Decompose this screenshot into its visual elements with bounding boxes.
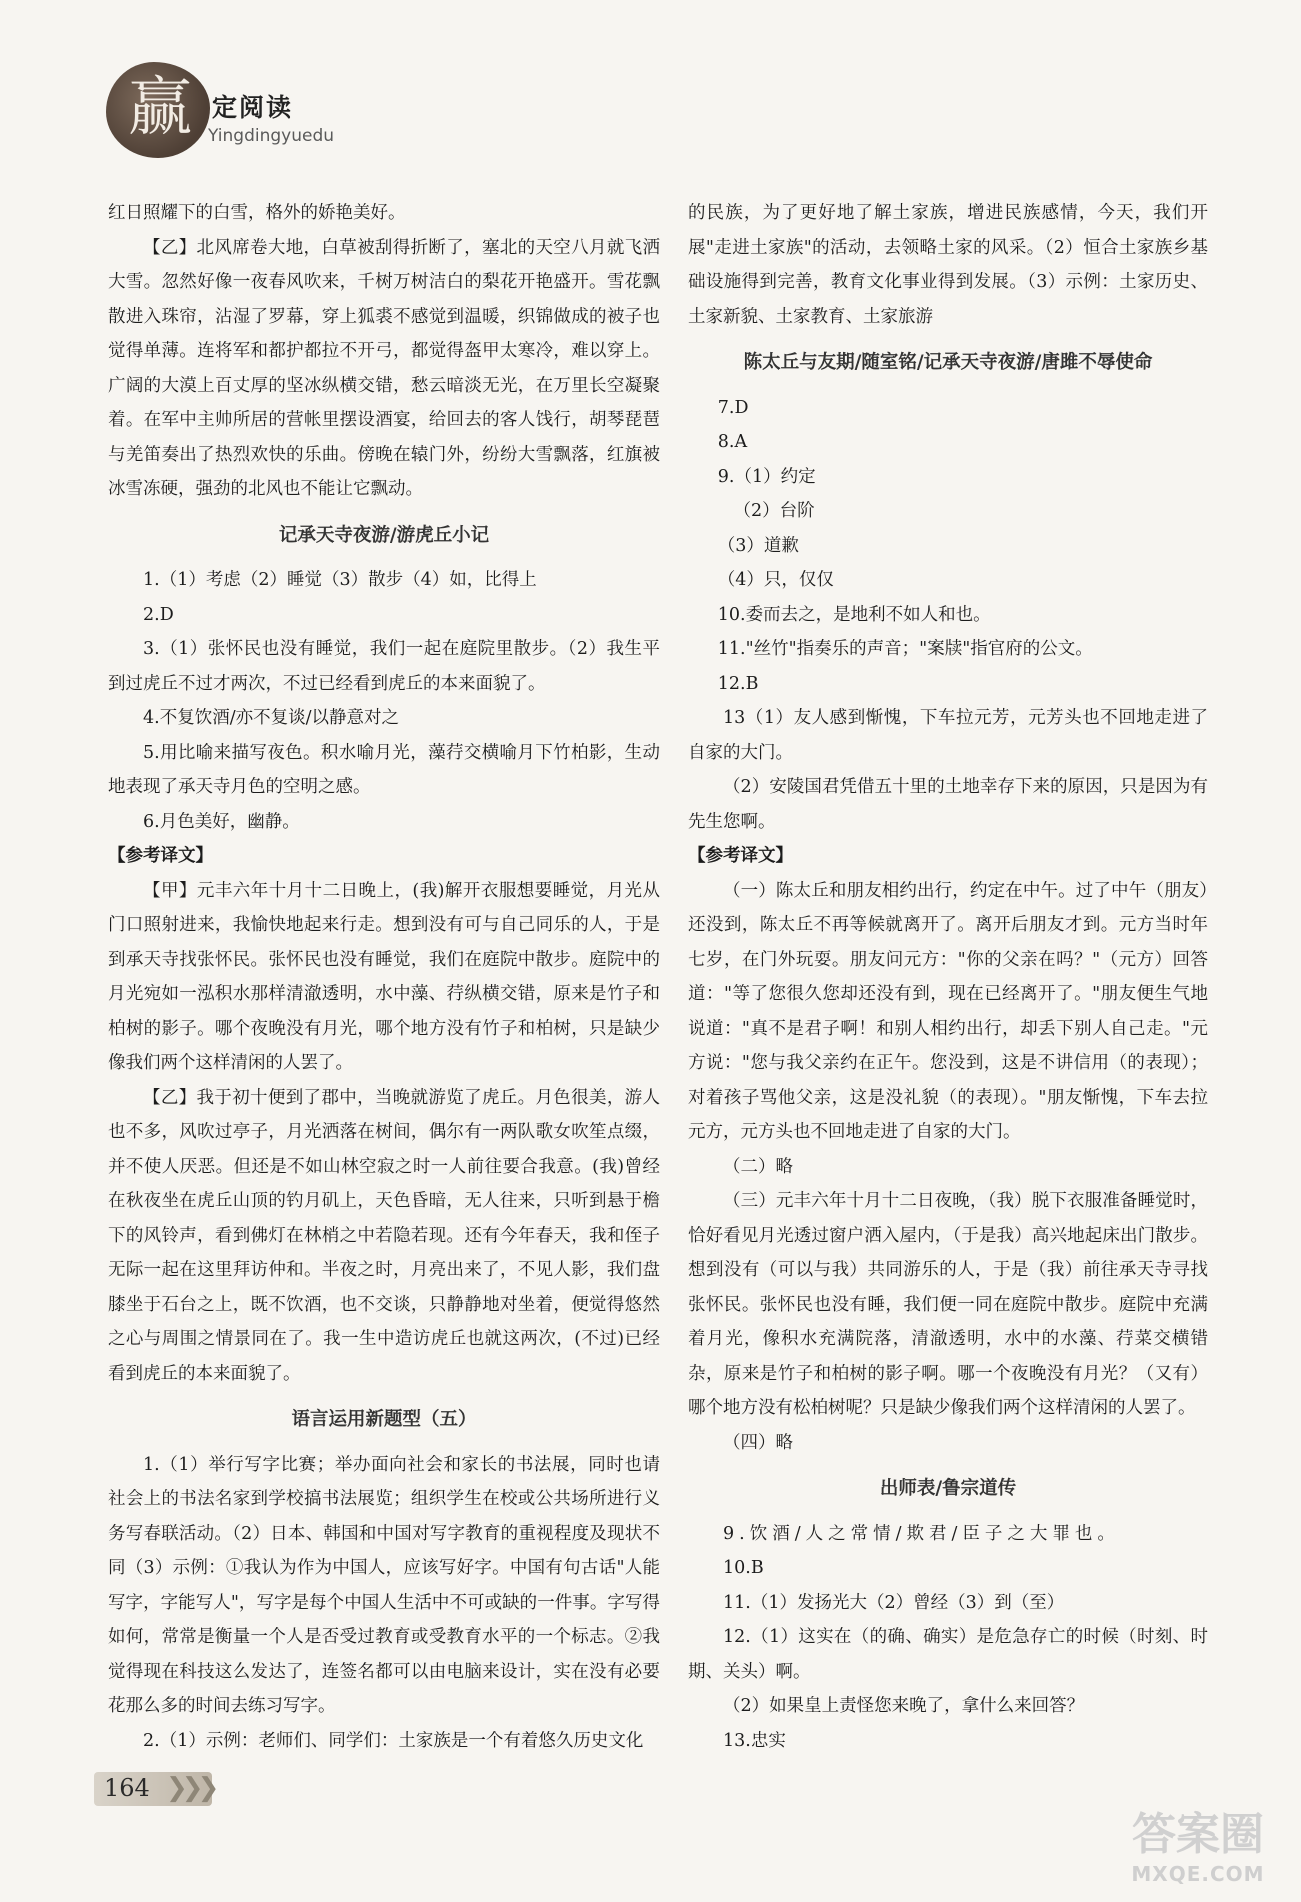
translation-paragraph: 【甲】元丰六年十月十二日晚上，(我)解开衣服想要睡觉，月光从门口照射进来，我愉快地起来行走。想到没有可与自己同乐的人，于是到承天寺找张怀民。张怀民也没有睡觉，我们在庭院中散步。庭院中的月光宛如一泓积水那样清澈透明，水中藻、荇纵横交错，原来是竹子和柏树的影子。哪个夜晚没有月光，哪个地方没有竹子和柏树，只是缺少像我们两个这样清闲的人罢了。 — [108, 880, 660, 1073]
answer-item: 13（1）友人感到惭愧，下车拉元芳，元芳头也不回地走进了自家的大门。 — [688, 708, 1208, 763]
answer-item: 10.B — [723, 1558, 764, 1578]
answer-item: 4.不复饮酒/亦不复谈/以静意对之 — [143, 708, 399, 728]
page-header — [96, 58, 476, 168]
answer-item: 2.（1）示例：老师们、同学们：土家族是一个有着悠久历史文化 — [143, 1730, 644, 1751]
chevron-right-icon: ❯❯❯ — [166, 1773, 214, 1803]
answer-item: 1.（1）举行写字比赛；举办面向社会和家长的书法展，同时也请社会上的书法名家到学校搞书法展览；组织学生在校或公共场所进行义务写春联活动。（2）日本、韩国和中国对写字教育的重视程度及现状不同（3）示例：①我认为作为中国人，应该写好字。中国有句古话"人能写字，字能写人"，写字是每个中国人生活中不可或缺的一件事。字写得如何，常常是衡量一个人是否受过教育或受教育水平的一个标志。②我觉得现在科技这么发达了，连签名都可以由电脑来设计，实在没有必要花那么多的时间去练习写字。 — [108, 1454, 660, 1716]
answer-item: 2.D — [143, 604, 174, 625]
answer-item: 1.（1）考虑（2）睡觉（3）散步（4）如，比得上 — [143, 570, 537, 590]
page-number-tab — [94, 1772, 212, 1806]
answer-item: 12.B — [717, 673, 759, 694]
paragraph: 【乙】北风席卷大地，白草被刮得折断了，塞北的天空八月就飞洒大雪。忽然好像一夜春风吹来，千树万树洁白的梨花开艳盛开。雪花飘散进入珠帘，沾湿了罗幕，穿上狐裘不感觉到温暖，织锦做成的被子也觉得单薄。连将军和都护都拉不开弓，都觉得盔甲太寒冷，难以穿上。广阔的大漠上百丈厚的坚冰纵横交错，愁云暗淡无光，在万里长空凝聚着。在军中主帅所居的营帐里摆设酒宴，给回去的客人饯行，胡琴琵琶与羌笛奏出了热烈欢快的乐曲。傍晚在辕门外，纷纷大雪飘落，红旗被冰雪冻硬，强劲的北风也不能让它飘动。 — [108, 237, 660, 499]
watermark-logo-text: 答案圈 — [1132, 1809, 1264, 1860]
translation-paragraph: （四）略 — [723, 1432, 793, 1453]
answer-subitem: （3）道歉 — [717, 535, 799, 556]
watermark — [1118, 1808, 1278, 1892]
watermark-url: MXQE.COM — [1131, 1862, 1265, 1886]
reference-translation-label: 【参考译文】 — [688, 846, 793, 866]
answer-item: 11.（1）发扬光大（2）曾经（3）到（至） — [723, 1592, 1065, 1613]
answer-subitem: （2）台阶 — [733, 501, 815, 521]
paragraph: 的民族，为了更好地了解土家族，增进民族感情，今天，我们开展"走进土家族"的活动，去领略土家的风采。（2）恒合土家族乡基础设施得到完善，教育文化事业得到发展。（3）示例：土家历史、土家新貌、土家教育、土家旅游 — [688, 203, 1208, 327]
section-heading: 语言运用新题型（五） — [291, 1409, 477, 1430]
translation-paragraph: （一）陈太丘和朋友相约出行，约定在中午。过了中午（朋友）还没到，陈太丘不再等候就离开了。离开后朋友才到。元方当时年七岁，在门外玩耍。朋友问元方："你的父亲在吗？"（元方）回答道："等了您很久您却还没有到，现在已经离开了。"朋友便生气地说道："真不是君子啊！和别人相约出行，却丢下别人自己走。"元方说："您与我父亲约在正午。您没到，这是不讲信用（的表现）；对着孩子骂他父亲，这是没礼貌（的表现）。"朋友惭愧，下车去拉元方，元方头也不回地走进了自家的大门。 — [688, 880, 1208, 1142]
brand-title: 定阅读 — [212, 93, 294, 122]
answer-subitem: （2）安陵国君凭借五十里的土地幸存下来的原因，只是因为有先生您啊。 — [688, 777, 1208, 832]
right-column — [688, 196, 1208, 1758]
answer-item: 10.委而去之，是地利不如人和也。 — [717, 604, 991, 625]
translation-paragraph: 【乙】我于初十便到了郡中，当晚就游览了虎丘。月色很美，游人也不多，风吹过亭子，月光洒落在树间，偶尔有一两队歌女吹笙点缀，并不使人厌恶。但还是不如山林空寂之时一人前往要合我意。(我)曾经在秋夜坐在虎丘山顶的钓月矶上，天色昏暗，无人往来，只听到悬于檐下的风铃声，看到佛灯在林梢之中若隐若现。还有今年春天，我和侄子无际一起在这里拜访仲和。半夜之时，月亮出来了，不见人影，我们盘膝坐于石台之上，既不饮酒，也不交谈，只静静地对坐着，便觉得悠然之心与周围之情景同在了。我一生中造访虎丘也就这两次，(不过)已经看到虎丘的本来面貌了。 — [108, 1087, 660, 1384]
answer-item: 7.D — [717, 397, 749, 418]
answer-item: 5.用比喻来描写夜色。积水喻月光，藻荇交横喻月下竹柏影，生动地表现了承天寺月色的空明之感。 — [108, 742, 660, 797]
brand-pinyin: Yingdingyuedu — [208, 126, 335, 146]
page-number: 164 — [104, 1774, 150, 1802]
answer-item: 12.（1）这实在（的确、确实）是危急存亡的时候（时刻、时期、关头）啊。 — [688, 1627, 1208, 1682]
translation-paragraph: （二）略 — [723, 1156, 793, 1177]
answer-subitem: （2）如果皇上责怪您来晚了，拿什么来回答？ — [723, 1696, 1085, 1716]
section-heading: 出师表/鲁宗道传 — [879, 1478, 1017, 1499]
left-column — [108, 196, 660, 1758]
answer-subitem: （4）只，仅仅 — [717, 570, 834, 590]
answer-item: 11."丝竹"指奏乐的声音；"案牍"指官府的公文。 — [717, 639, 1093, 659]
section-heading: 陈太丘与友期/随室铭/记承天寺夜游/唐雎不辱使命 — [743, 352, 1153, 373]
answer-item: 9.（1）约定 — [717, 466, 816, 487]
brand-logo-character: 赢 — [128, 71, 192, 145]
section-heading: 记承天寺夜游/游虎丘小记 — [278, 524, 490, 546]
answer-item: 13.忠实 — [723, 1730, 786, 1751]
translation-paragraph: （三）元丰六年十月十二日夜晚，（我）脱下衣服准备睡觉时，恰好看见月光透过窗户洒入屋内，（于是我）高兴地起床出门散步。想到没有（可以与我）共同游乐的人，于是（我）前往承天寺寻找张怀民。张怀民也没有睡，我们便一同在庭院中散步。庭院中充满着月光，像积水充满院落，清澈透明，水中的水藻、荇菜交横错杂，原来是竹子和柏树的影子啊。哪一个夜晚没有月光？（又有）哪个地方没有松柏树呢？只是缺少像我们两个这样清闲的人罢了。 — [688, 1191, 1208, 1418]
answer-item: 3.（1）张怀民也没有睡觉，我们一起在庭院里散步。（2）我生平到过虎丘不过才两次，不过已经看到虎丘的本来面貌了。 — [108, 639, 660, 694]
reference-translation-label: 【参考译文】 — [108, 846, 213, 866]
answer-item: 9.饮酒/人之常情/欺君/臣子之大罪也。 — [723, 1523, 1120, 1544]
answer-item: 8.A — [717, 432, 748, 452]
paragraph: 红日照耀下的白雪，格外的娇艳美好。 — [108, 203, 406, 223]
answer-item: 6.月色美好，幽静。 — [143, 811, 300, 832]
